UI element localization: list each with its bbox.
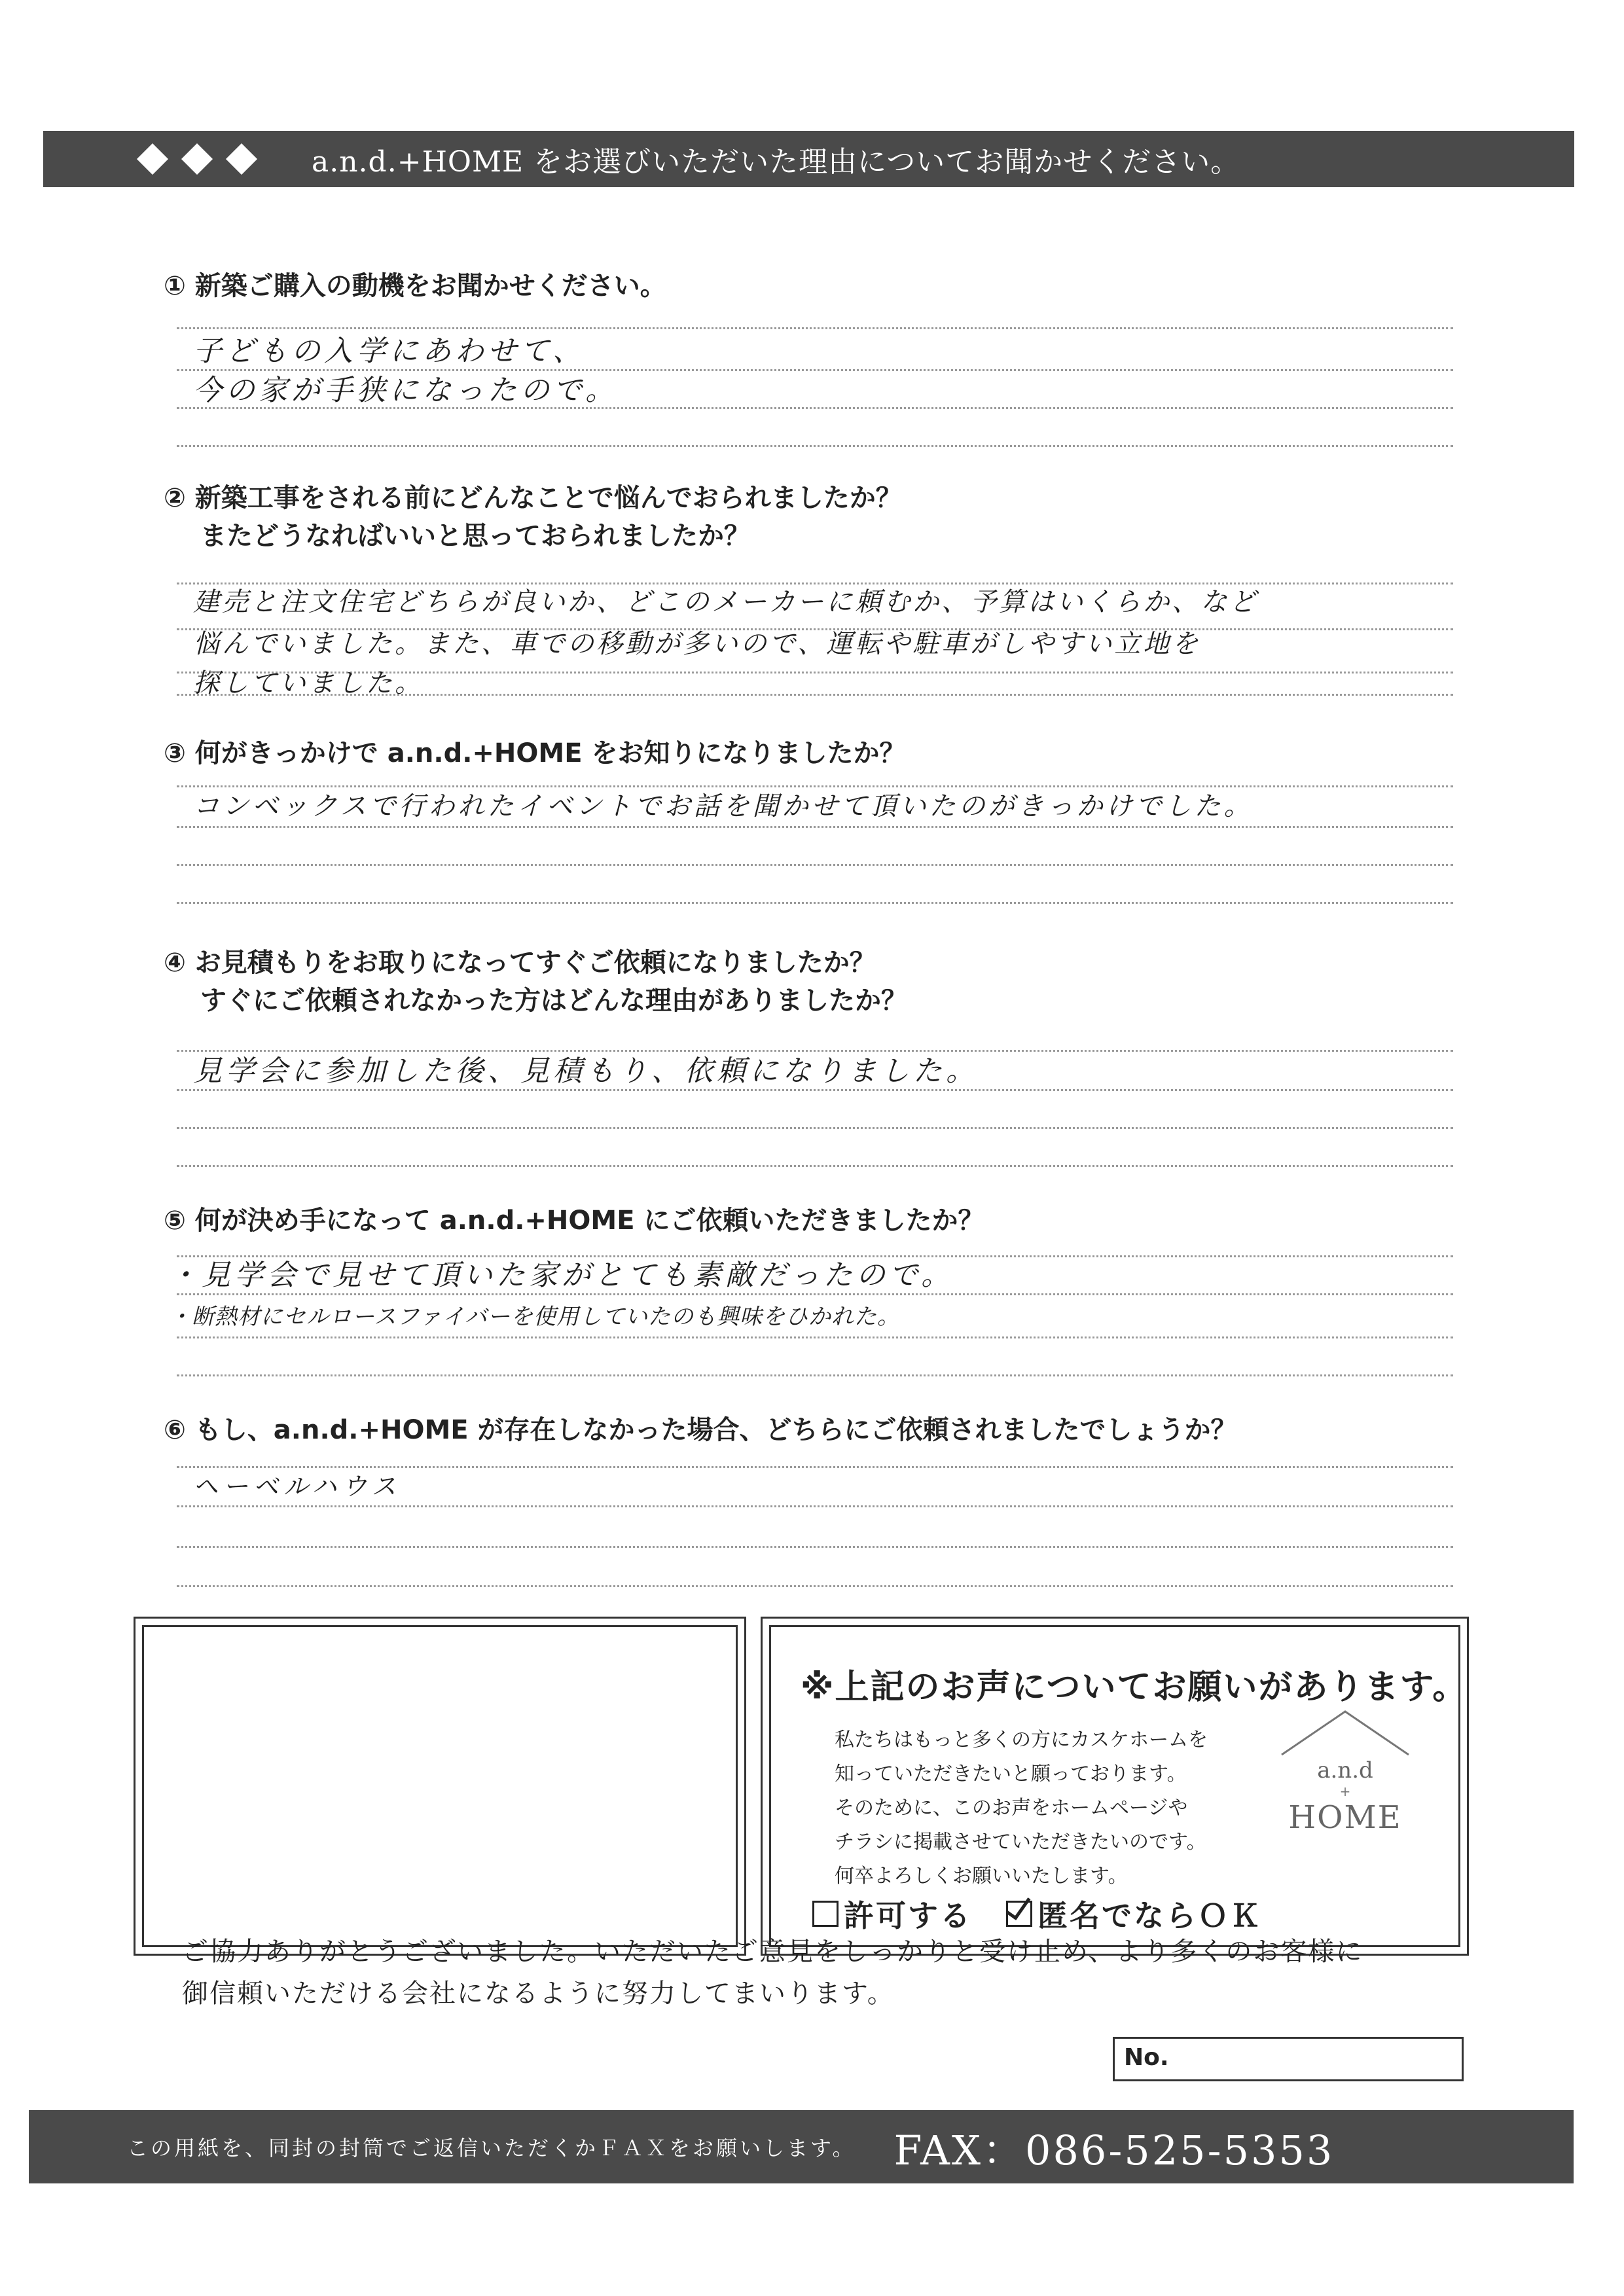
diamond-icon <box>226 143 257 175</box>
question-6-answer-line: ヘーベルハウス <box>193 1472 402 1501</box>
question-4-answer-line: 見学会に参加した後、見積もり、依頼になりました。 <box>193 1054 979 1088</box>
number-field[interactable]: No. <box>1113 2037 1464 2081</box>
question-2-answer-line: 悩んでいました。また、車での移動が多いので、運転や駐車がしやすい立地を <box>193 629 1201 659</box>
footer-note: この用紙を、同封の封筒でご返信いただくかＦＡＸをお願いします。 <box>127 2136 856 2161</box>
question-1-answer-line: 子どもの入学にあわせて、 <box>193 334 586 368</box>
header-bar <box>43 131 1574 187</box>
question-4-label: ④ お見積もりをお取りになってすぐご依頼になりましたか？ すぐにご依頼されなかった方はどんな理由がありましたか？ <box>164 948 907 1016</box>
notice-box <box>761 1617 1469 1956</box>
diamond-icon <box>137 143 168 175</box>
question-2-label: ② 新築工事をされる前にどんなことで悩んでおられましたか？ またどうなればいいと思っておられましたか？ <box>164 483 902 551</box>
blank-box <box>134 1617 746 1956</box>
notice-title: ※上記のお声についてお願いがあります。 <box>801 1668 1468 1707</box>
anonymous-option[interactable]: 匿名でならＯＫ <box>1006 1892 1262 1935</box>
question-1-answer-line: 今の家が手狭になったので。 <box>193 374 619 407</box>
question-5-label: ⑤ 何が決め手になって a.n.d.+HOME にご依頼いただきましたか？ <box>164 1206 984 1236</box>
notice-body: 私たちはもっと多くの方にカスケホームを 知っていただきたいと願っております。 そのために、このお声をホームページや チラシに掲載させていただきたいのです。 何卒よろしくお願いいたします。 <box>835 1729 1208 1888</box>
footer-bar <box>29 2110 1574 2183</box>
fax-number: FAX：086-525-5353 <box>893 2126 1335 2174</box>
question-5-answer-line: ・見学会で見せて頂いた家がとても素敵だったので。 <box>169 1259 954 1292</box>
roof-icon <box>1276 1697 1414 1763</box>
question-5-answer-line: ・断熱材にセルロースファイバーを使用していたのも興味をひかれた。 <box>169 1304 900 1330</box>
allow-option[interactable]: 許可する <box>812 1892 972 1935</box>
diamond-icons <box>141 148 253 170</box>
question-2-answer-line: 探していました。 <box>193 668 424 698</box>
diamond-icon <box>181 143 213 175</box>
question-2-answer-line: 建売と注文住宅どちらが良いか、どこのメーカーに頼むか、予算はいくらか、など <box>193 587 1259 617</box>
question-3-label: ③ 何がきっかけで a.n.d.+HOME をお知りになりましたか？ <box>164 738 906 768</box>
question-6-label: ⑥ もし、a.n.d.+HOME が存在しなかった場合、どちらにご依頼されましたでしょうか？ <box>164 1415 1237 1445</box>
question-1-label: ① 新築ご購入の動機をお聞かせください。 <box>164 271 666 301</box>
question-3-answer-line: コンベックスで行われたイベントでお話を聞かせて頂いたのがきっかけでした。 <box>193 791 1254 821</box>
company-logo: a.n.d + HOME <box>1276 1697 1414 1848</box>
thanks-message: ご協力ありがとうございました。いただいたご意見をしっかりと受け止め、より多くのお客様に 御信頼いただける会社になるように努力してまいります。 <box>182 1937 1363 2009</box>
page-title: a.n.d.+HOME をお選びいただいた理由についてお聞かせください。 <box>312 145 1240 179</box>
anonymous-checkbox[interactable] <box>1006 1901 1032 1927</box>
allow-checkbox[interactable] <box>812 1901 839 1927</box>
